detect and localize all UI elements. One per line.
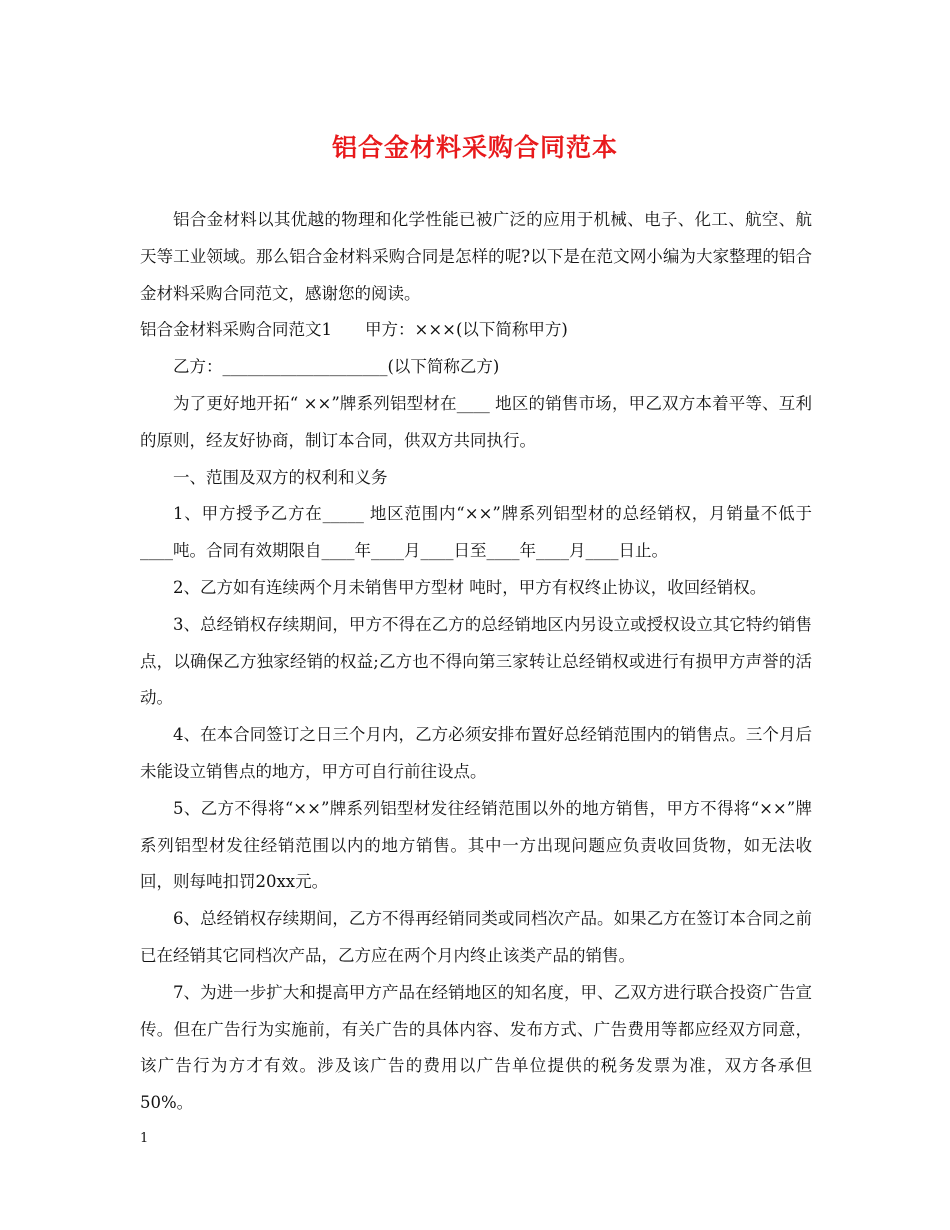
clause-4: 4、在本合同签订之日三个月内，乙方必须安排布置好总经销范围内的销售点。三个月后未能设立销售点的地方，甲方可自行前往设点。 <box>140 725 812 781</box>
sample-heading-line <box>140 312 812 349</box>
clause-5: 5、乙方不得将“××”牌系列铝型材发往经销范围以外的地方销售，甲方不得将“××”牌系列铝型材发往经销范围以内的地方销售。其中一方出现问题应负责收回货物，如无法收回，则每吨扣罚20xx元。 <box>140 798 812 892</box>
clause-7: 7、为进一步扩大和提高甲方产品在经销地区的知名度，甲、乙双方进行联合投资广告宣传。但在广告行为实施前，有关广告的具体内容、发布方式、广告费用等都应经双方同意，该广告行为方才有效。涉及该广告的费用以广告单位提供的税务发票为准，双方各承但50%。 <box>140 982 812 1113</box>
section-1-heading: 一、范围及双方的权利和义务 <box>173 467 388 487</box>
clause-6: 6、总经销权存续期间，乙方不得再经销同类或同档次产品。如果乙方在签订本合同之前已在经销其它同档次产品，乙方应在两个月内终止该类产品的销售。 <box>140 909 812 965</box>
clause-3: 3、总经销权存续期间，甲方不得在乙方的总经销地区内另设立或授权设立其它特约销售点，以确保乙方独家经销的权益;乙方也不得向第三家转让总经销权或进行有损甲方声誉的活动。 <box>140 614 812 708</box>
preamble-paragraph: 为了更好地开拓“ ××”牌系列铝型材在____ 地区的销售市场，甲乙双方本着平等、互利的原则，经友好协商，制订本合同，供双方共同执行。 <box>140 393 812 450</box>
page-number: 1 <box>140 1131 149 1146</box>
intro-paragraph: 铝合金材料以其优越的物理和化学性能已被广泛的应用于机械、电子、化工、航空、航天等工业领域。那么铝合金材料采购合同是怎样的呢?以下是在范文网小编为大家整理的铝合金材料采购合同范文，感谢您的阅读。 <box>140 210 812 303</box>
clause-1: 1、甲方授予乙方在_____ 地区范围内“××”牌系列铝型材的总经销权，月销量不低于____吨。合同有效期限自____年____月____日至____年____月____日止。 <box>140 504 812 561</box>
sample-heading: 铝合金材料采购合同范文1 <box>140 320 332 340</box>
clause-2: 2、乙方如有连续两个月未销售甲方型材 吨时，甲方有权终止协议，收回经销权。 <box>173 577 767 597</box>
document-body <box>140 202 812 1122</box>
document-title: 铝合金材料采购合同范本 <box>331 133 618 162</box>
party-b: 乙方：____________________(以下简称乙方) <box>173 357 500 377</box>
party-a: 甲方：×××(以下简称甲方) <box>365 320 568 340</box>
